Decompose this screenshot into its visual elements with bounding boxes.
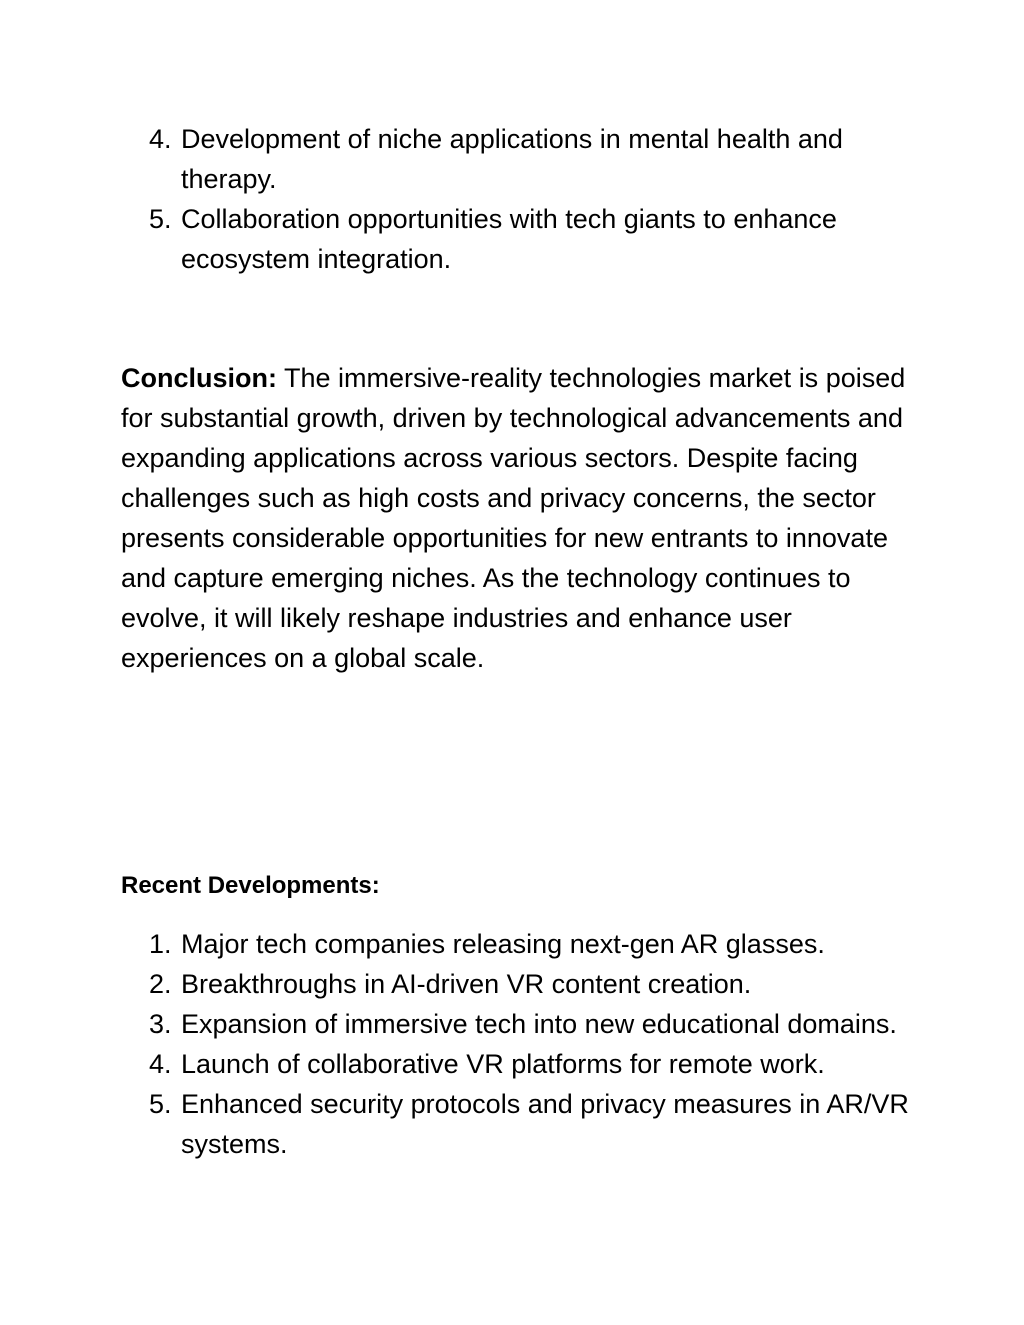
list-item-number: 5.	[149, 1089, 172, 1119]
list-item-number: 1.	[149, 929, 172, 959]
list-item	[0, 964, 911, 1004]
list-item-text: Launch of collaborative VR platforms for remote work.	[181, 1049, 825, 1079]
list-item-text: Major tech companies releasing next-gen AR glasses.	[181, 929, 825, 959]
list-item-number: 3.	[149, 1009, 172, 1039]
list-item	[0, 199, 911, 279]
list-item-text: Breakthroughs in AI-driven VR content creation.	[181, 969, 752, 999]
list-item	[0, 119, 911, 199]
list-item	[0, 1084, 911, 1164]
opportunities-list	[0, 119, 911, 279]
recent-developments-heading: Recent Developments:	[121, 872, 380, 899]
list-item-number: 4.	[149, 124, 172, 154]
list-item-text: Enhanced security protocols and privacy measures in AR/VR systems.	[181, 1089, 909, 1159]
list-item-number: 4.	[149, 1049, 172, 1079]
conclusion-label: Conclusion:	[121, 363, 277, 393]
list-item	[0, 1044, 911, 1084]
list-item-text: Expansion of immersive tech into new educational domains.	[181, 1009, 897, 1039]
list-item-text: Collaboration opportunities with tech giants to enhance ecosystem integration.	[181, 204, 837, 274]
list-item-text: Development of niche applications in mental health and therapy.	[181, 124, 843, 194]
list-item-number: 5.	[149, 204, 172, 234]
recent-developments-list	[0, 924, 911, 1164]
list-item	[0, 924, 911, 964]
conclusion-text: The immersive-reality technologies market is poised for substantial growth, driven by technological advancements and expanding applications across various sectors. Despite facing challenges such as high costs and privacy concerns, the sector presents considerable opportunities for new entrants to innovate and capture emerging niches. As the technology continues to evolve, it will likely reshape industries and enhance user experiences on a global scale.	[121, 363, 906, 673]
list-item	[0, 1004, 911, 1044]
list-item-number: 2.	[149, 969, 172, 999]
conclusion-paragraph	[121, 358, 911, 678]
